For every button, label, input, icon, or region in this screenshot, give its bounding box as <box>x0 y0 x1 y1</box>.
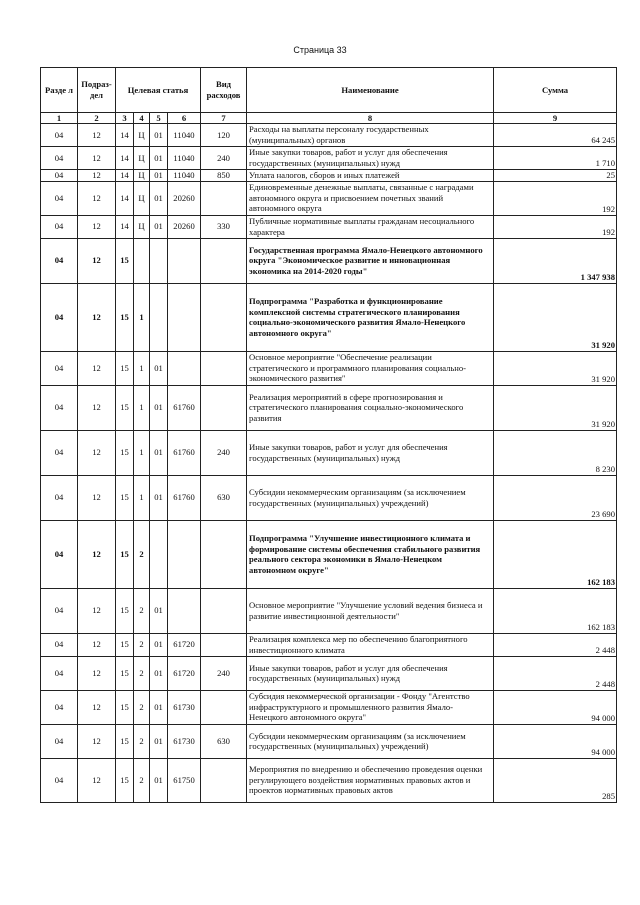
table-row <box>41 520 617 588</box>
program-code-cell: 14 <box>116 181 134 215</box>
program-code-cell: 15 <box>116 633 134 656</box>
program-code-cell: 15 <box>116 656 134 690</box>
program-code-cell: 15 <box>116 430 134 475</box>
table-row <box>41 724 617 758</box>
expense-type-cell <box>201 385 247 430</box>
razdel-cell: 04 <box>41 520 78 588</box>
podrazdel-cell: 12 <box>78 656 116 690</box>
razdel-cell: 04 <box>41 430 78 475</box>
podrazdel-cell: 12 <box>78 181 116 215</box>
event-code-cell <box>150 520 168 588</box>
budget-table <box>40 67 617 803</box>
sum-cell: 192 <box>494 181 617 215</box>
header-vid: Вид расходов <box>201 68 247 113</box>
name-cell: Реализация комплекса мер по обеспечению благоприятного инвестиционного климата <box>247 633 494 656</box>
event-code-cell: 01 <box>150 351 168 385</box>
program-code-cell: 15 <box>116 385 134 430</box>
table-row <box>41 430 617 475</box>
expense-type-cell: 850 <box>201 170 247 182</box>
program-code-cell: 14 <box>116 170 134 182</box>
expense-type-cell: 240 <box>201 147 247 170</box>
expense-type-cell: 240 <box>201 656 247 690</box>
name-cell: Основное мероприятие "Обеспечение реализации стратегического и программного планирования социально-экономического развития" <box>247 351 494 385</box>
direction-code-cell: 11040 <box>168 170 201 182</box>
direction-code-cell: 61760 <box>168 430 201 475</box>
subprogram-code-cell: 2 <box>134 633 150 656</box>
event-code-cell: 01 <box>150 147 168 170</box>
razdel-cell: 04 <box>41 170 78 182</box>
direction-code-cell <box>168 238 201 283</box>
name-cell: Единовременные денежные выплаты, связанные с наградами автономного округа и присвоением почетных званий автономного округа <box>247 181 494 215</box>
razdel-cell: 04 <box>41 238 78 283</box>
table-row <box>41 351 617 385</box>
direction-code-cell: 20260 <box>168 181 201 215</box>
table-row <box>41 690 617 724</box>
razdel-cell: 04 <box>41 124 78 147</box>
program-code-cell: 15 <box>116 520 134 588</box>
table-row <box>41 758 617 802</box>
table-row <box>41 385 617 430</box>
sum-cell: 1 710 <box>494 147 617 170</box>
name-cell: Подпрограмма "Разработка и функционирование комплексной системы стратегического планирования социально-экономического развития Ямало-Ненецкого автономного округа" <box>247 283 494 351</box>
name-cell: Мероприятия по внедрению и обеспечению проведения оценки регулирующего воздействия нормативных правовых актов и проектов нормативных правовых актов <box>247 758 494 802</box>
razdel-cell: 04 <box>41 656 78 690</box>
header-podrazdel: Подраз- дел <box>78 68 116 113</box>
col-number: 4 <box>134 113 150 124</box>
sum-cell: 192 <box>494 215 617 238</box>
expense-type-cell <box>201 181 247 215</box>
program-code-cell: 15 <box>116 351 134 385</box>
expense-type-cell <box>201 633 247 656</box>
expense-type-cell: 630 <box>201 724 247 758</box>
podrazdel-cell: 12 <box>78 385 116 430</box>
expense-type-cell <box>201 283 247 351</box>
podrazdel-cell: 12 <box>78 724 116 758</box>
subprogram-code-cell: 2 <box>134 656 150 690</box>
header-target: Целевая статья <box>116 68 201 113</box>
name-cell: Субсидии некоммерческим организациям (за исключением государственных (муниципальных) учреждений) <box>247 475 494 520</box>
sum-cell: 162 183 <box>494 520 617 588</box>
program-code-cell: 15 <box>116 475 134 520</box>
sum-cell: 64 245 <box>494 124 617 147</box>
name-cell: Иные закупки товаров, работ и услуг для обеспечения государственных (муниципальных) нужд <box>247 147 494 170</box>
expense-type-cell: 630 <box>201 475 247 520</box>
expense-type-cell: 240 <box>201 430 247 475</box>
name-cell: Уплата налогов, сборов и иных платежей <box>247 170 494 182</box>
direction-code-cell: 11040 <box>168 147 201 170</box>
program-code-cell: 14 <box>116 124 134 147</box>
subprogram-code-cell: Ц <box>134 124 150 147</box>
sum-cell: 31 920 <box>494 385 617 430</box>
expense-type-cell <box>201 351 247 385</box>
name-cell: Публичные нормативные выплаты гражданам несоциального характера <box>247 215 494 238</box>
direction-code-cell: 61720 <box>168 633 201 656</box>
event-code-cell: 01 <box>150 656 168 690</box>
name-cell: Иные закупки товаров, работ и услуг для обеспечения государственных (муниципальных) нужд <box>247 656 494 690</box>
program-code-cell: 15 <box>116 724 134 758</box>
subprogram-code-cell: Ц <box>134 147 150 170</box>
event-code-cell <box>150 238 168 283</box>
sum-cell: 2 448 <box>494 633 617 656</box>
podrazdel-cell: 12 <box>78 588 116 633</box>
subprogram-code-cell: Ц <box>134 215 150 238</box>
razdel-cell: 04 <box>41 724 78 758</box>
subprogram-code-cell: 2 <box>134 690 150 724</box>
event-code-cell: 01 <box>150 690 168 724</box>
event-code-cell: 01 <box>150 633 168 656</box>
sum-cell: 94 000 <box>494 690 617 724</box>
program-code-cell: 15 <box>116 238 134 283</box>
sum-cell: 162 183 <box>494 588 617 633</box>
sum-cell: 94 000 <box>494 724 617 758</box>
subprogram-code-cell: Ц <box>134 170 150 182</box>
page-label: Страница 33 <box>293 45 347 55</box>
name-cell: Основное мероприятие "Улучшение условий ведения бизнеса и развитие инвестиционной деятельности" <box>247 588 494 633</box>
podrazdel-cell: 12 <box>78 147 116 170</box>
expense-type-cell <box>201 588 247 633</box>
table-row <box>41 588 617 633</box>
podrazdel-cell: 12 <box>78 124 116 147</box>
direction-code-cell: 61760 <box>168 385 201 430</box>
subprogram-code-cell <box>134 238 150 283</box>
event-code-cell: 01 <box>150 181 168 215</box>
expense-type-cell: 120 <box>201 124 247 147</box>
event-code-cell: 01 <box>150 170 168 182</box>
razdel-cell: 04 <box>41 351 78 385</box>
razdel-cell: 04 <box>41 475 78 520</box>
subprogram-code-cell: Ц <box>134 181 150 215</box>
name-cell: Государственная программа Ямало-Ненецкого автономного округа "Экономическое развитие и инновационная экономика на 2014-2020 годы" <box>247 238 494 283</box>
podrazdel-cell: 12 <box>78 633 116 656</box>
sum-cell: 31 920 <box>494 283 617 351</box>
event-code-cell: 01 <box>150 724 168 758</box>
name-cell: Расходы на выплаты персоналу государственных (муниципальных) органов <box>247 124 494 147</box>
subprogram-code-cell: 2 <box>134 588 150 633</box>
name-cell: Субсидии некоммерческим организациям (за исключением государственных (муниципальных) учреждений) <box>247 724 494 758</box>
event-code-cell: 01 <box>150 758 168 802</box>
podrazdel-cell: 12 <box>78 351 116 385</box>
col-number: 5 <box>150 113 168 124</box>
header-row <box>41 68 617 113</box>
header-name: Наименование <box>247 68 494 113</box>
sum-cell: 285 <box>494 758 617 802</box>
razdel-cell: 04 <box>41 181 78 215</box>
podrazdel-cell: 12 <box>78 283 116 351</box>
direction-code-cell: 61750 <box>168 758 201 802</box>
col-number: 9 <box>494 113 617 124</box>
table-row <box>41 633 617 656</box>
table-row <box>41 238 617 283</box>
subprogram-code-cell: 1 <box>134 430 150 475</box>
program-code-cell: 15 <box>116 758 134 802</box>
razdel-cell: 04 <box>41 758 78 802</box>
table-row <box>41 147 617 170</box>
razdel-cell: 04 <box>41 215 78 238</box>
razdel-cell: 04 <box>41 588 78 633</box>
program-code-cell: 15 <box>116 690 134 724</box>
name-cell: Подпрограмма "Улучшение инвестиционного климата и формирование системы обеспечения стабильного развития реального сектора экономики в Ямало-Ненецком автономном округе" <box>247 520 494 588</box>
program-code-cell: 15 <box>116 283 134 351</box>
direction-code-cell <box>168 520 201 588</box>
podrazdel-cell: 12 <box>78 430 116 475</box>
razdel-cell: 04 <box>41 283 78 351</box>
col-number: 8 <box>247 113 494 124</box>
subprogram-code-cell: 1 <box>134 283 150 351</box>
col-number: 3 <box>116 113 134 124</box>
expense-type-cell <box>201 520 247 588</box>
column-number-row <box>41 113 617 124</box>
podrazdel-cell: 12 <box>78 690 116 724</box>
header-sum: Сумма <box>494 68 617 113</box>
table-row <box>41 170 617 182</box>
event-code-cell: 01 <box>150 588 168 633</box>
table-row <box>41 283 617 351</box>
sum-cell: 31 920 <box>494 351 617 385</box>
podrazdel-cell: 12 <box>78 520 116 588</box>
direction-code-cell: 61730 <box>168 690 201 724</box>
sum-cell: 23 690 <box>494 475 617 520</box>
subprogram-code-cell: 1 <box>134 475 150 520</box>
table-row <box>41 475 617 520</box>
direction-code-cell: 61730 <box>168 724 201 758</box>
sum-cell: 8 230 <box>494 430 617 475</box>
event-code-cell: 01 <box>150 124 168 147</box>
col-number: 1 <box>41 113 78 124</box>
event-code-cell: 01 <box>150 385 168 430</box>
table-row <box>41 656 617 690</box>
event-code-cell: 01 <box>150 215 168 238</box>
event-code-cell <box>150 283 168 351</box>
podrazdel-cell: 12 <box>78 170 116 182</box>
expense-type-cell <box>201 238 247 283</box>
header-razdel: Разде л <box>41 68 78 113</box>
name-cell: Иные закупки товаров, работ и услуг для обеспечения государственных (муниципальных) нужд <box>247 430 494 475</box>
subprogram-code-cell: 1 <box>134 351 150 385</box>
podrazdel-cell: 12 <box>78 475 116 520</box>
col-number: 7 <box>201 113 247 124</box>
program-code-cell: 14 <box>116 215 134 238</box>
col-number: 6 <box>168 113 201 124</box>
razdel-cell: 04 <box>41 633 78 656</box>
name-cell: Субсидия некоммерческой организации - Фонду "Агентство инфраструктурного и промышленного развития Ямало-Ненецкого автономного округа" <box>247 690 494 724</box>
subprogram-code-cell: 1 <box>134 385 150 430</box>
direction-code-cell: 61760 <box>168 475 201 520</box>
subprogram-code-cell: 2 <box>134 724 150 758</box>
podrazdel-cell: 12 <box>78 758 116 802</box>
sum-cell: 2 448 <box>494 656 617 690</box>
razdel-cell: 04 <box>41 690 78 724</box>
direction-code-cell <box>168 588 201 633</box>
program-code-cell: 14 <box>116 147 134 170</box>
podrazdel-cell: 12 <box>78 215 116 238</box>
expense-type-cell: 330 <box>201 215 247 238</box>
name-cell: Реализация мероприятий в сфере прогнозирования и стратегического планирования социально-экономического развития <box>247 385 494 430</box>
direction-code-cell: 11040 <box>168 124 201 147</box>
expense-type-cell <box>201 690 247 724</box>
direction-code-cell: 61720 <box>168 656 201 690</box>
event-code-cell: 01 <box>150 430 168 475</box>
sum-cell: 25 <box>494 170 617 182</box>
program-code-cell: 15 <box>116 588 134 633</box>
expense-type-cell <box>201 758 247 802</box>
direction-code-cell <box>168 351 201 385</box>
subprogram-code-cell: 2 <box>134 758 150 802</box>
razdel-cell: 04 <box>41 147 78 170</box>
subprogram-code-cell: 2 <box>134 520 150 588</box>
col-number: 2 <box>78 113 116 124</box>
sum-cell: 1 347 938 <box>494 238 617 283</box>
direction-code-cell <box>168 283 201 351</box>
razdel-cell: 04 <box>41 385 78 430</box>
table-row <box>41 181 617 215</box>
direction-code-cell: 20260 <box>168 215 201 238</box>
table-row <box>41 215 617 238</box>
table-row <box>41 124 617 147</box>
podrazdel-cell: 12 <box>78 238 116 283</box>
event-code-cell: 01 <box>150 475 168 520</box>
